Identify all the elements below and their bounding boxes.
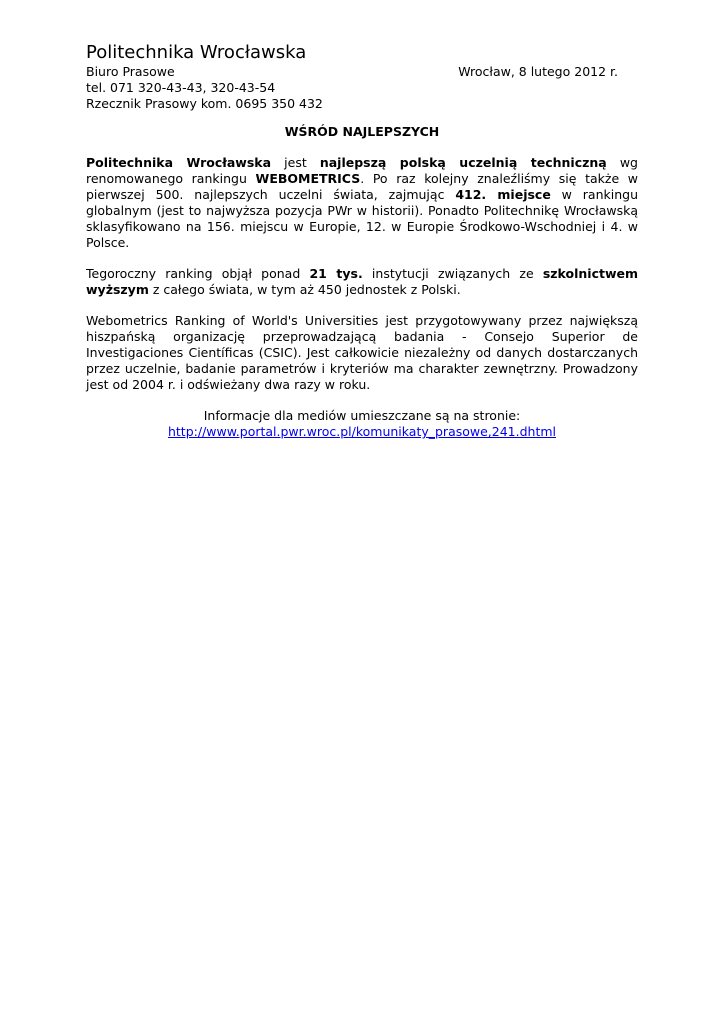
- higher-education: szkolnictwem wyższym: [86, 266, 639, 297]
- media-info-text: Informacje dla mediów umieszczane są na stronie:: [203, 408, 521, 423]
- article-body: [86, 155, 638, 440]
- global-position: 412. miejsce: [455, 187, 551, 202]
- organization-title: Politechnika Wrocławska: [86, 42, 307, 63]
- ranking-name: WEBOMETRICS: [255, 171, 361, 186]
- text-span: jest: [271, 155, 320, 170]
- office-date-row: [86, 64, 638, 80]
- phone-numbers: tel. 071 320-43-43, 320-43-54: [86, 80, 276, 95]
- university-name: Politechnika Wrocławska: [86, 155, 272, 170]
- headline: WŚRÓD NAJLEPSZYCH: [284, 124, 440, 139]
- text-span: z całego świata, w tym aż 450 jednostek z Polski.: [148, 282, 461, 297]
- letterhead: [86, 42, 638, 112]
- spokesman-contact: Rzecznik Prasowy kom. 0695 350 432: [86, 96, 323, 111]
- office-name: Biuro Prasowe: [86, 64, 175, 79]
- paragraph-scope: [86, 266, 638, 298]
- text-span: . Po raz kolejny znaleźliśmy się także w pierwszej 500. najlepszych uczelni świata, zajmując: [86, 171, 639, 202]
- text-span: w rankingu globalnym (jest to najwyższa pozycja PWr w historii). Ponadto Politechnikę Wrocławską sklasyfikowano na 156. miejscu w Europie, 12. w Europie Środkowo-Wschodniej i 4. w Polsce.: [86, 187, 638, 250]
- best-technical-university: najlepszą polską uczelnią techniczną: [319, 155, 607, 170]
- paragraph-about-webometrics: Webometrics Ranking of World's Universities jest przygotowywany przez największą hiszpańską organizację przeprowadzającą badania - Consejo Superior de Investigaciones Científicas (CSIC). Jest całkowicie niezależny od danych dostarczanych przez uczelnie, badanie parametrów i kryteriów ma charakter zewnętrzny. Prowadzony jest od 2004 r. i odświeżany dwa razy w roku.: [86, 313, 638, 392]
- media-info: [86, 408, 638, 440]
- press-releases-link[interactable]: http://www.portal.pwr.wroc.pl/komunikaty_prasowe,241.dhtml: [167, 424, 557, 439]
- release-date: Wrocław, 8 lutego 2012 r.: [458, 64, 618, 79]
- text-span: instytucji związanych ze: [362, 266, 543, 281]
- paragraph-ranking: [86, 155, 638, 251]
- text-span: wg renomowanego rankingu: [86, 155, 638, 186]
- text-span: Tegoroczny ranking objął ponad: [86, 266, 310, 281]
- institution-count: 21 tys.: [309, 266, 363, 281]
